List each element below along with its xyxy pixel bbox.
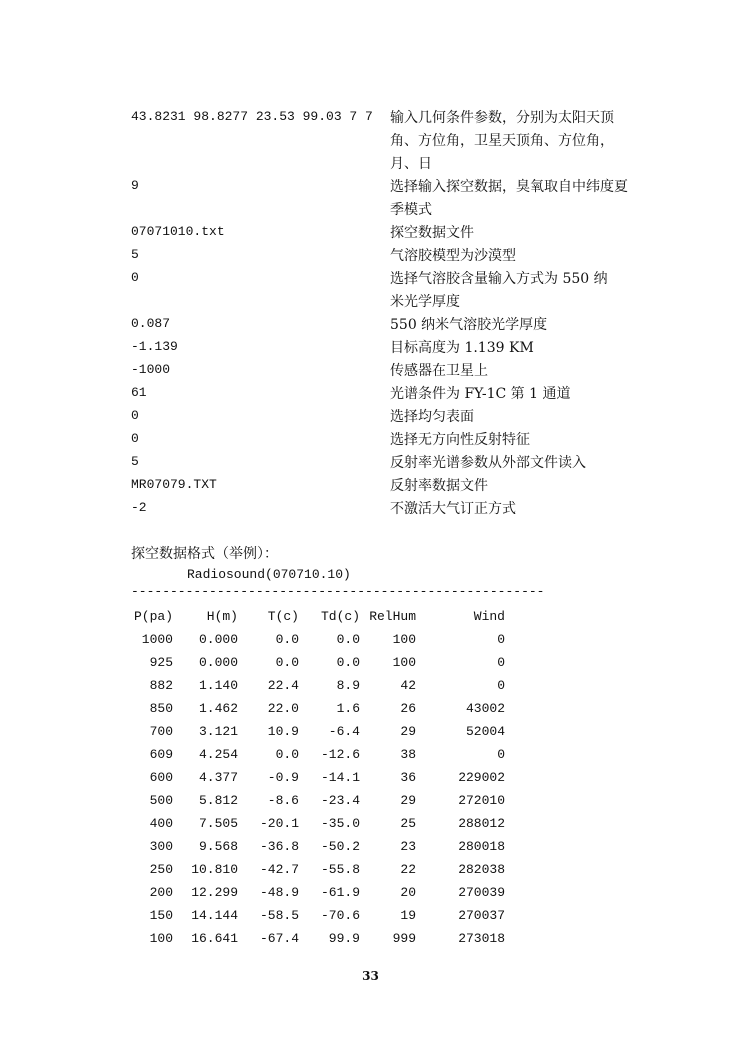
table-cell-pressure: 150 (149, 908, 173, 923)
param-value: 61 (131, 385, 147, 400)
table-cell-temperature: -48.9 (259, 885, 299, 900)
param-value: -1.139 (131, 339, 178, 354)
param-value: 43.8231 98.8277 23.53 99.03 7 7 (131, 109, 373, 124)
table-cell-dewpoint: -14.1 (320, 770, 360, 785)
table-cell-height: 1.462 (198, 701, 238, 716)
table-cell-height: 10.810 (191, 862, 238, 877)
table-cell-relhum: 22 (400, 862, 416, 877)
param-description: 探空数据文件 (390, 225, 474, 241)
table-cell-dewpoint: 99.9 (328, 931, 360, 946)
table-cell-temperature: -36.8 (259, 839, 299, 854)
param-description: 气溶胶模型为沙漠型 (390, 248, 516, 264)
table-cell-temperature: 0.0 (275, 655, 299, 670)
param-value: 0.087 (131, 316, 171, 331)
table-cell-pressure: 609 (149, 747, 173, 762)
table-cell-wind: 0 (497, 655, 505, 670)
param-value: MR07079.TXT (131, 477, 217, 492)
param-value: 5 (131, 454, 139, 469)
table-cell-relhum: 29 (400, 793, 416, 808)
table-cell-pressure: 700 (149, 724, 173, 739)
table-cell-temperature: -58.5 (259, 908, 299, 923)
sounding-heading: 探空数据格式（举例）： (131, 546, 278, 562)
table-cell-relhum: 19 (400, 908, 416, 923)
table-cell-wind: 280018 (458, 839, 505, 854)
param-description: 不激活大气订正方式 (390, 501, 516, 517)
table-cell-dewpoint: -70.6 (320, 908, 360, 923)
param-value: 9 (131, 178, 139, 193)
param-value: 0 (131, 408, 139, 423)
param-description: 选择无方向性反射特征 (390, 432, 530, 448)
table-cell-relhum: 36 (400, 770, 416, 785)
table-cell-height: 4.254 (198, 747, 238, 762)
table-cell-pressure: 1000 (141, 632, 173, 647)
param-description: 输入几何条件参数，分别为太阳天顶角、方位角，卫星天顶角、方位角，月、日 (390, 110, 614, 172)
table-cell-height: 5.812 (198, 793, 238, 808)
column-header-wind: Wind (473, 609, 505, 624)
table-cell-relhum: 20 (400, 885, 416, 900)
table-cell-dewpoint: -35.0 (320, 816, 360, 831)
separator-line: ----------------------------------------------------- (131, 584, 545, 599)
table-cell-wind: 270037 (458, 908, 505, 923)
table-cell-relhum: 100 (392, 655, 416, 670)
column-header-dewpoint: Td(c) (320, 609, 360, 624)
table-cell-relhum: 26 (400, 701, 416, 716)
table-cell-dewpoint: 0.0 (336, 632, 360, 647)
table-cell-dewpoint: -61.9 (320, 885, 360, 900)
table-cell-wind: 0 (497, 632, 505, 647)
table-cell-pressure: 882 (149, 678, 173, 693)
table-cell-wind: 273018 (458, 931, 505, 946)
table-cell-dewpoint: 1.6 (336, 701, 360, 716)
table-cell-temperature: 0.0 (275, 747, 299, 762)
table-cell-temperature: 0.0 (275, 632, 299, 647)
table-cell-wind: 270039 (458, 885, 505, 900)
param-description: 反射率光谱参数从外部文件读入 (390, 455, 586, 471)
table-cell-temperature: -67.4 (259, 931, 299, 946)
table-cell-dewpoint: -50.2 (320, 839, 360, 854)
column-header-pressure: P(pa) (133, 609, 173, 624)
table-cell-dewpoint: -12.6 (320, 747, 360, 762)
table-cell-height: 16.641 (191, 931, 238, 946)
table-cell-pressure: 400 (149, 816, 173, 831)
table-cell-dewpoint: 8.9 (336, 678, 360, 693)
table-cell-height: 4.377 (198, 770, 238, 785)
table-cell-pressure: 500 (149, 793, 173, 808)
table-cell-temperature: -20.1 (259, 816, 299, 831)
table-cell-dewpoint: -23.4 (320, 793, 360, 808)
table-cell-pressure: 100 (149, 931, 173, 946)
param-description: 目标高度为 1.139 KM (390, 340, 534, 356)
table-cell-temperature: 22.0 (267, 701, 299, 716)
table-cell-temperature: -0.9 (267, 770, 299, 785)
table-cell-wind: 43002 (465, 701, 505, 716)
column-header-temperature: T(c) (267, 609, 299, 624)
table-cell-pressure: 300 (149, 839, 173, 854)
table-cell-height: 1.140 (198, 678, 238, 693)
param-description: 传感器在卫星上 (390, 363, 488, 379)
param-description: 选择气溶胶含量输入方式为 550 纳米光学厚度 (390, 271, 608, 310)
param-value: -1000 (131, 362, 171, 377)
table-cell-pressure: 200 (149, 885, 173, 900)
param-description: 光谱条件为 FY-1C 第 1 通道 (390, 386, 571, 402)
table-cell-temperature: 10.9 (267, 724, 299, 739)
column-header-relhum: RelHum (369, 609, 416, 624)
table-cell-height: 3.121 (198, 724, 238, 739)
table-cell-relhum: 100 (392, 632, 416, 647)
table-cell-height: 14.144 (191, 908, 238, 923)
table-cell-wind: 229002 (458, 770, 505, 785)
table-cell-pressure: 850 (149, 701, 173, 716)
table-cell-temperature: -42.7 (259, 862, 299, 877)
table-cell-height: 7.505 (198, 816, 238, 831)
table-cell-relhum: 29 (400, 724, 416, 739)
table-cell-wind: 0 (497, 747, 505, 762)
param-description: 550 纳米气溶胶光学厚度 (390, 317, 548, 333)
table-cell-relhum: 999 (392, 931, 416, 946)
param-description: 选择均匀表面 (390, 409, 474, 425)
table-cell-pressure: 600 (149, 770, 173, 785)
param-value: 5 (131, 247, 139, 262)
table-cell-dewpoint: -6.4 (328, 724, 360, 739)
table-cell-height: 0.000 (198, 655, 238, 670)
table-cell-height: 0.000 (198, 632, 238, 647)
table-cell-height: 9.568 (198, 839, 238, 854)
table-cell-temperature: -8.6 (267, 793, 299, 808)
param-description: 反射率数据文件 (390, 478, 488, 494)
table-cell-wind: 288012 (458, 816, 505, 831)
param-value: 07071010.txt (131, 224, 225, 239)
sounding-title: Radiosound(070710.10) (187, 567, 351, 582)
column-header-height: H(m) (206, 609, 238, 624)
param-value: 0 (131, 270, 139, 285)
param-description: 选择输入探空数据，臭氧取自中纬度夏季模式 (390, 179, 628, 218)
table-cell-relhum: 38 (400, 747, 416, 762)
table-cell-pressure: 250 (149, 862, 173, 877)
page-number: 33 (362, 969, 379, 983)
table-cell-relhum: 23 (400, 839, 416, 854)
table-cell-relhum: 25 (400, 816, 416, 831)
table-cell-wind: 282038 (458, 862, 505, 877)
param-value: -2 (131, 500, 147, 515)
table-cell-height: 12.299 (191, 885, 238, 900)
table-cell-dewpoint: 0.0 (336, 655, 360, 670)
table-cell-dewpoint: -55.8 (320, 862, 360, 877)
table-cell-pressure: 925 (149, 655, 173, 670)
table-cell-wind: 0 (497, 678, 505, 693)
param-value: 0 (131, 431, 139, 446)
table-cell-relhum: 42 (400, 678, 416, 693)
table-cell-temperature: 22.4 (267, 678, 299, 693)
table-cell-wind: 272010 (458, 793, 505, 808)
table-cell-wind: 52004 (465, 724, 505, 739)
